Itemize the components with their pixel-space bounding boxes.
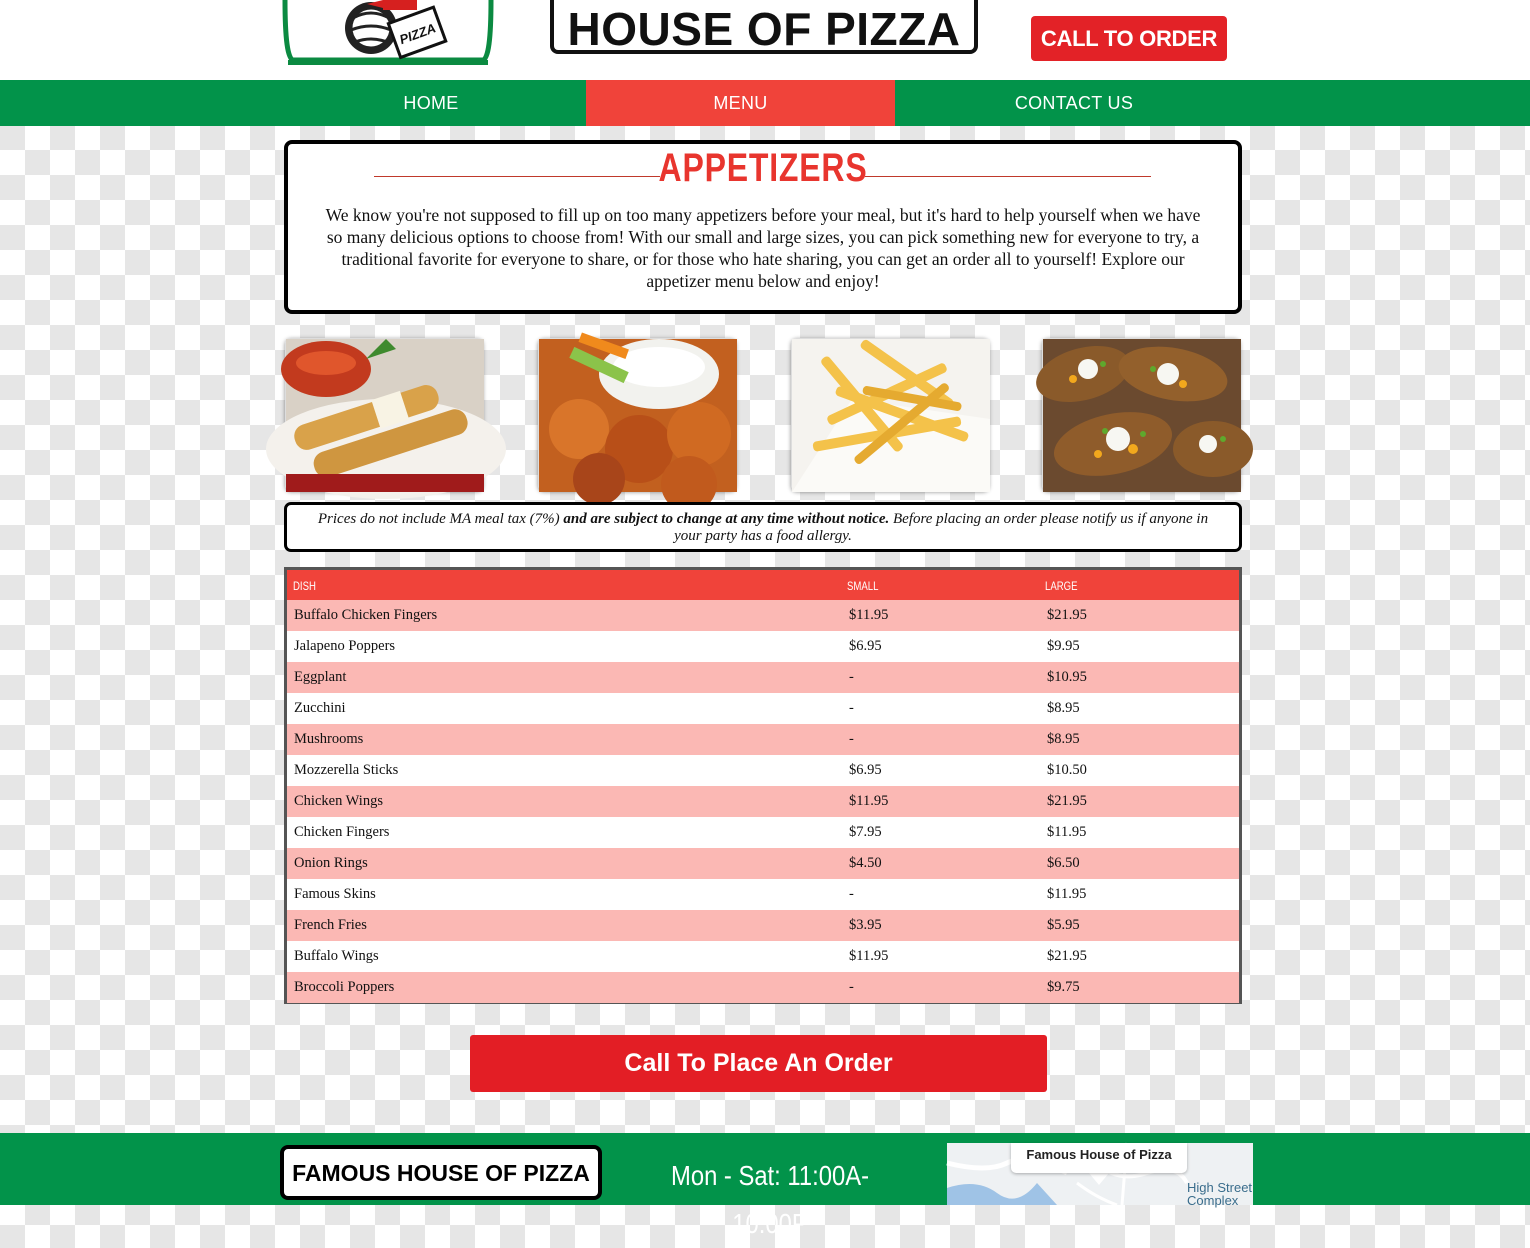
photo-mozzarella-sticks <box>285 338 483 491</box>
nav-contact-us[interactable]: CONTACT US <box>1014 93 1134 113</box>
notice-allergy: Before placing an order please notify us if anyone in your party has a food allergy. <box>674 511 1209 544</box>
cell-dish: Buffalo Chicken Fingers <box>294 607 438 623</box>
cell-large-price: $21.95 <box>1047 948 1087 964</box>
cell-large-price: $8.95 <box>1047 731 1080 747</box>
cell-large-price: $9.95 <box>1047 638 1080 654</box>
cell-dish: Buffalo Wings <box>294 948 379 964</box>
photo-potato-skins <box>1042 338 1240 491</box>
cell-small-price: $4.50 <box>849 855 882 871</box>
cell-large-price: $6.50 <box>1047 855 1080 871</box>
nav-menu[interactable]: MENU <box>586 80 895 126</box>
cell-dish: Mozzerella Sticks <box>294 762 399 778</box>
price-notice <box>284 502 1242 552</box>
logo-pizza-text: PIZZA <box>397 20 438 48</box>
nav-home[interactable]: HOME <box>403 93 459 113</box>
cell-small-price: - <box>849 979 854 995</box>
table-row <box>287 600 1239 631</box>
cell-small-price: $11.95 <box>849 793 889 809</box>
cell-dish: Chicken Fingers <box>294 824 390 840</box>
table-row <box>287 910 1239 941</box>
cell-dish: Zucchini <box>294 700 346 716</box>
cell-large-price: $21.95 <box>1047 793 1087 809</box>
table-row <box>287 941 1239 972</box>
cell-large-price: $10.50 <box>1047 762 1087 778</box>
cell-small-price: $6.95 <box>849 638 882 654</box>
table-row <box>287 724 1239 755</box>
appetizers-intro <box>284 140 1242 314</box>
cell-large-price: $11.95 <box>1047 886 1087 902</box>
table-row <box>287 972 1239 1003</box>
table-row <box>287 693 1239 724</box>
cell-large-price: $10.95 <box>1047 669 1087 685</box>
site-title: HOUSE OF PIZZA <box>550 0 978 54</box>
business-hours: Mon - Sat: 11:00A-10:00P <box>671 1160 869 1239</box>
cell-dish: Chicken Wings <box>294 793 383 809</box>
header-small: SMALL <box>847 579 879 593</box>
cell-large-price: $21.95 <box>1047 607 1087 623</box>
cell-small-price: - <box>849 700 854 716</box>
logo-graphic <box>283 0 493 70</box>
cell-large-price: $8.95 <box>1047 700 1080 716</box>
map-place-high-street: High Street Complex <box>1187 1180 1253 1208</box>
photo-chicken-wings <box>538 338 736 491</box>
cell-dish: Eggplant <box>294 669 347 685</box>
main-nav <box>0 80 1530 126</box>
header-large: LARGE <box>1045 579 1078 593</box>
table-row <box>287 755 1239 786</box>
notice-tax: Prices do not include MA meal tax (7%) <box>317 511 564 527</box>
table-row <box>287 631 1239 662</box>
cell-small-price: $11.95 <box>849 948 889 964</box>
cell-small-price: - <box>849 669 854 685</box>
cell-small-price: - <box>849 731 854 747</box>
call-to-place-order-button[interactable]: Call To Place An Order <box>470 1035 1047 1092</box>
cell-large-price: $11.95 <box>1047 824 1087 840</box>
cell-dish: Broccoli Poppers <box>294 979 395 995</box>
notice-change: and are subject to change at any time without notice. <box>563 511 890 527</box>
cell-small-price: $11.95 <box>849 607 889 623</box>
cell-dish: Jalapeno Poppers <box>294 638 396 654</box>
intro-text: We know you're not supposed to fill up on too many appetizers before your meal, but it's hard to help yourself when we have so many delicious options to choose from! With our small and large sizes, you can pick something new for everyone to try, a traditional favorite for everyone to share, or for those who hate sharing, you can get an order all to yourself! Explore our appetizer menu below and enjoy! <box>325 205 1201 291</box>
cell-small-price: - <box>849 886 854 902</box>
cell-dish: Famous Skins <box>294 886 376 902</box>
footer-restaurant-name: FAMOUS HOUSE OF PIZZA <box>280 1145 602 1200</box>
header-dish: DISH <box>293 579 316 593</box>
cell-large-price: $5.95 <box>1047 917 1080 933</box>
appetizer-menu-table <box>284 567 1242 1004</box>
cell-small-price: $7.95 <box>849 824 882 840</box>
table-row <box>287 662 1239 693</box>
cell-dish: French Fries <box>294 917 367 933</box>
cell-large-price: $9.75 <box>1047 979 1080 995</box>
table-row <box>287 848 1239 879</box>
table-row <box>287 786 1239 817</box>
table-row <box>287 879 1239 910</box>
map-place-label: Famous House of Pizza <box>1011 1143 1187 1173</box>
photo-french-fries <box>791 338 989 491</box>
section-title: APPETIZERS <box>658 146 868 190</box>
table-row <box>287 817 1239 848</box>
table-header-row <box>287 570 1239 600</box>
location-map[interactable] <box>947 1143 1253 1208</box>
call-to-order-button[interactable]: CALL TO ORDER <box>1031 16 1227 61</box>
cell-small-price: $3.95 <box>849 917 882 933</box>
cell-dish: Mushrooms <box>294 731 364 747</box>
cell-small-price: $6.95 <box>849 762 882 778</box>
cell-dish: Onion Rings <box>294 855 368 871</box>
site-logo[interactable] <box>283 0 493 70</box>
